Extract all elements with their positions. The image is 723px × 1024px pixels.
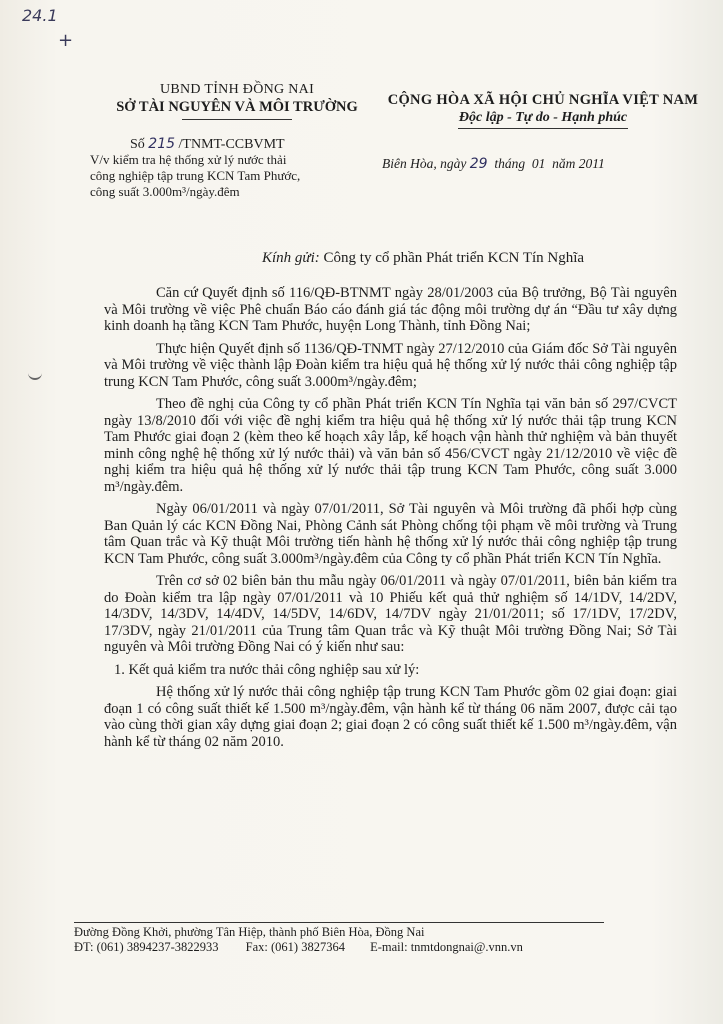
footer-fax: Fax: (061) 3827364: [245, 940, 345, 954]
document-number: [130, 136, 285, 153]
subject-line: công nghiệp tập trung KCN Tam Phước,: [90, 168, 301, 183]
salutation: [262, 250, 584, 267]
national-header: [378, 92, 708, 129]
doc-number-prefix: Số: [130, 137, 145, 152]
handwritten-corner-number: 24.1: [22, 6, 58, 25]
body-paragraph: Căn cứ Quyết định số 116/QĐ-BTNMT ngày 28/01/2003 của Bộ trưởng, Bộ Tài nguyên và Môi trường về việc Phê chuẩn Báo cáo đánh giá tác động môi trường dự án “Đầu tư xây dựng kinh doanh hạ tầng KCN Tam Phước, huyện Long Thành, tỉnh Đồng Nai;: [104, 285, 677, 334]
national-motto: Độc lập - Tự do - Hạnh phúc: [458, 110, 628, 125]
footer-phone: ĐT: (061) 3894237-3822933: [74, 940, 219, 954]
body-paragraph: Thực hiện Quyết định số 1136/QĐ-TNMT ngày 27/12/2010 của Giám đốc Sở Tài nguyên và Môi trường về việc thành lập Đoàn kiểm tra hiệu quả hệ thống xử lý nước thải công nghiệp tập trung KCN Tam Phước, công suất 3.000m³/ngày.đêm;: [104, 340, 677, 390]
date-prefix: Biên Hòa, ngày: [382, 156, 467, 171]
nation-name: CỘNG HÒA XÃ HỘI CHỦ NGHĨA VIỆT NAM: [387, 92, 699, 108]
motto-underline: [458, 128, 628, 129]
footer-rule: [74, 922, 604, 923]
footer-address: Đường Đồng Khởi, phường Tân Hiệp, thành phố Biên Hòa, Đồng Nai: [74, 925, 425, 939]
agency-name: UBND TỈNH ĐỒNG NAI: [159, 82, 315, 97]
page-footer: [74, 922, 614, 955]
body-paragraph: Ngày 06/01/2011 và ngày 07/01/2011, Sở Tài nguyên và Môi trường đã phối hợp cùng Ban Quản lý các KCN Đồng Nai, Phòng Cảnh sát Phòng chống tội phạm về môi trường và Trung tâm Quan trắc và Kỹ thuật Môi trường tiến hành hệ thống xử lý nước thải công nghiệp tập trung KCN Tam Phước, công suất 3.000m³/ngày.đêm của Công ty cổ phần Phát triển KCN Tín Nghĩa.: [104, 501, 677, 567]
footer-contacts: [74, 940, 614, 955]
recipient-name: Công ty cổ phần Phát triển KCN Tín Nghĩa: [323, 250, 585, 266]
doc-number-handwritten: 215: [148, 136, 176, 152]
date-year-label: năm: [552, 156, 576, 171]
subject-line: V/v kiểm tra hệ thống xử lý nước thải: [90, 152, 287, 167]
subject-line: công suất 3.000m³/ngày.đêm: [90, 184, 240, 199]
salutation-label: Kính gửi:: [262, 250, 320, 266]
date-month: 01: [531, 156, 546, 171]
document-subject: [90, 152, 370, 200]
issue-date: [382, 156, 605, 172]
punch-hole-mark: [28, 372, 42, 380]
section-heading: 1. Kết quả kiểm tra nước thải công nghiệp sau xử lý:: [114, 661, 420, 678]
section-paragraph: Hệ thống xử lý nước thải công nghiệp tập trung KCN Tam Phước gồm 02 giai đoạn: giai đoạn 1 có công suất thiết kế 1.500 m³/ngày.đêm, vận hành kể từ tháng 06 năm 2007, được cải tạo vào cùng thời gian xây dựng giai đoạn 2; giai đoạn 2 có công suất thiết kế 1.500 m³/ngày.đêm, vận hành kể từ tháng 02 năm 2010.: [104, 684, 677, 750]
body-paragraph: Trên cơ sở 02 biên bản thu mẫu ngày 06/01/2011 và ngày 07/01/2011, biên bản kiểm tra do Đoàn kiểm tra lập ngày 07/01/2011 và 10 Phiếu kết quả thử nghiệm số 14/1DV, 14/2DV, 14/3DV, 14/3DV, 14/4DV, 14/5DV, 14/6DV, 14/7DV ngày 21/01/2011; số 17/1DV, 17/2DV, 17/3DV, ngày 21/01/2011 của Trung tâm Quan trắc và Kỹ thuật Môi trường Đồng Nai; Sở Tài nguyên và Môi trường Đồng Nai có ý kiến như sau:: [104, 573, 677, 655]
issuing-agency-header: [92, 82, 382, 120]
footer-email: E-mail: tnmtdongnai@.vnn.vn: [370, 940, 523, 954]
agency-underline: [182, 119, 292, 120]
date-month-label: tháng: [494, 156, 526, 171]
body-paragraph: Theo đề nghị của Công ty cổ phần Phát triển KCN Tín Nghĩa tại văn bản số 297/CVCT ngày 13/8/2010 đối với việc đề nghị kiểm tra hiệu quả hệ thống xử lý nước thải tập trung KCN Tam Phước giai đoạn 2 (kèm theo kế hoạch xây lắp, kế hoạch vận hành thử nghiệm và bản thuyết minh công nghệ hệ thống xử lý nước thải) và văn bản số 456/CVCT ngày 21/12/2010 về việc đề nghị kiểm tra hiệu quả hệ thống xử lý nước thải tập trung KCN Tam Phước, công suất 3.000 m³/ngày.đêm.: [104, 396, 677, 495]
date-day-handwritten: 29: [469, 156, 488, 172]
letter-body: [104, 285, 677, 756]
date-year: 2011: [578, 156, 605, 171]
doc-number-suffix: /TNMT-CCBVMT: [178, 137, 285, 152]
department-name: SỞ TÀI NGUYÊN VÀ MÔI TRƯỜNG: [116, 99, 358, 115]
handwritten-corner-mark: +: [58, 30, 74, 51]
